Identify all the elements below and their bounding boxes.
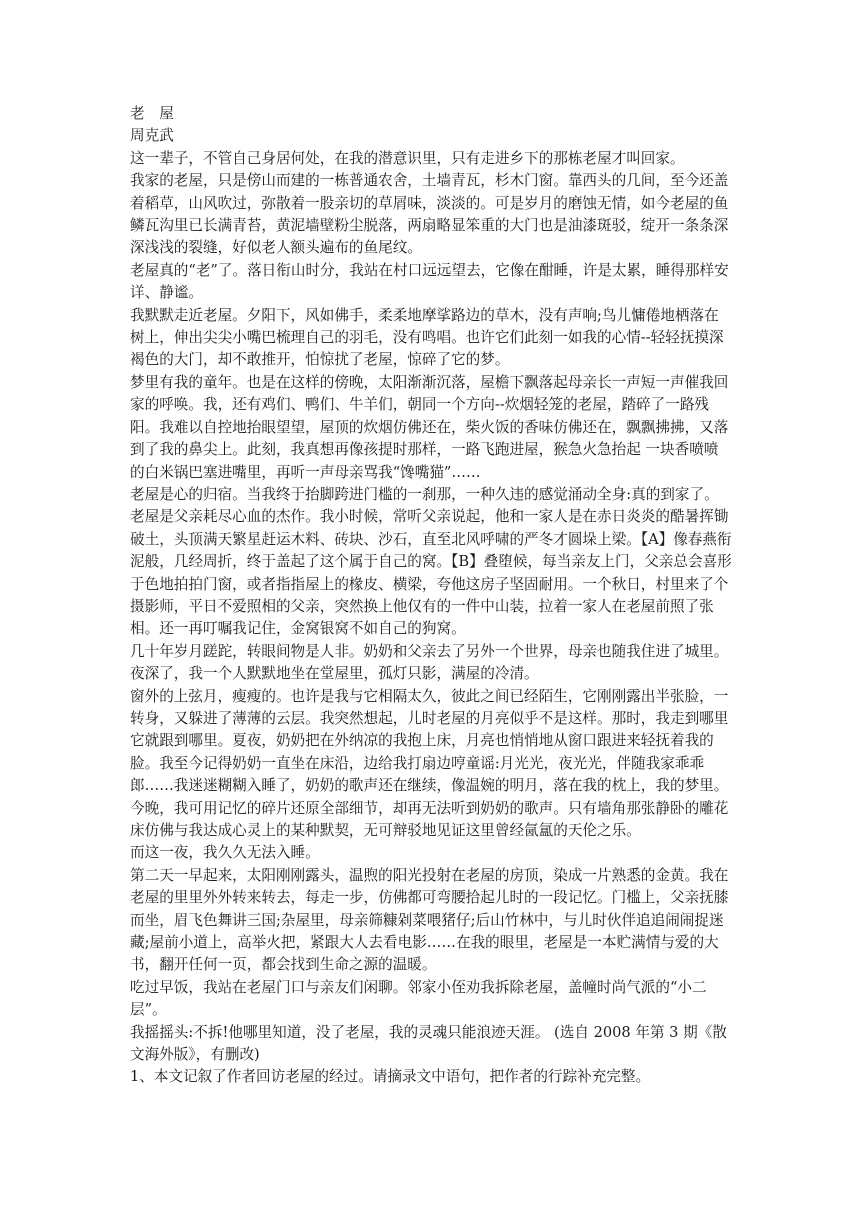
paragraph: 老屋是父亲耗尽心血的杰作。我小时候，常听父亲说起，他和一家人是在赤日炎炎的酷暑挥锄破土，头顶满天繁星赶运木料、砖块、沙石，直至北风呼啸的严冬才圆垛上梁。【A】像春燕衔泥般，几经周折，终于盖起了这个属于自己的窝。【B】叠堕候，每当亲友上门，父亲总会喜形于色地拍拍门窗，或者指指屋上的椽皮、横梁，夸他这房子坚固耐用。一个秋日，村里来了个摄影师，平日不爱照相的父亲，突然换上他仅有的一件中山装，拉着一家人在老屋前照了张相。还一再叮嘱我记住，金窝银窝不如自己的狗窝。: [130, 508, 732, 638]
document-author: 周克武: [130, 127, 174, 145]
paragraph: 几十年岁月蹉跎，转眼间物是人非。奶奶和父亲去了另外一个世界，母亲也随我住进了城里。夜深了，我一个人默默地坐在堂屋里，孤灯只影，满屋的冷清。: [130, 642, 729, 683]
paragraph: 第二天一早起来，太阳刚刚露头，温煦的阳光投射在老屋的房顶，染成一片熟悉的金黄。我在老屋的里里外外转来转去，每走一步，仿佛都可弯腰拾起儿时的一段记忆。门槛上，父亲抚膝而坐，眉飞色舞讲三国;杂屋里，母亲筛糠剁菜喂猪仔;后山竹林中，与儿时伙伴追追闹闹捉迷藏;屋前小道上，高举火把，紧跟大人去看电影……在我的眼里，老屋是一本贮满情与爱的大书，翻开任何一页，都会找到生命之源的温暖。: [130, 866, 729, 974]
paragraph: 窗外的上弦月，瘦瘦的。也许是我与它相隔太久，彼此之间已经陌生，它刚刚露出半张脸，一转身，又躲进了薄薄的云层。我突然想起，儿时老屋的月亮似乎不是这样。那时，我走到哪里它就跟到哪里。夏夜，奶奶把在外纳凉的我抱上床，月亮也悄悄地从窗口跟进来轻抚着我的脸。我至今记得奶奶一直坐在床沿，边给我打扇边哼童谣:月光光，夜光光，伴随我家乖乖郎……我迷迷糊糊入睡了，奶奶的歌声还在继续，像温婉的明月，落在我的枕上，我的梦里。今晚，我可用记忆的碎片还原全部细节，却再无法听到奶奶的歌声。只有墙角那张静卧的雕花床仿佛与我达成心灵上的某种默契，无可辩驳地见证这里曾经氤氲的天伦之乐。: [130, 687, 729, 839]
paragraph: 老屋真的“老”了。落日衔山时分，我站在村口远远望去，它像在酣睡，许是太累，睡得那样安详、静谧。: [130, 261, 729, 302]
paragraph: 梦里有我的童年。也是在这样的傍晚，太阳渐渐沉落，屋檐下飘落起母亲长一声短一声催我回家的呼唤。我，还有鸡们、鸭们、牛羊们，朝同一个方向--炊烟轻笼的老屋，踏碎了一路残阳。我难以自控地抬眼望望，屋顶的炊烟仿佛还在，柴火饭的香味仿佛还在，飘飘拂拂，又落到了我的鼻尖上。此刻，我真想再像孩提时那样，一路飞跑进屋，猴急火急抬起 一块香喷喷的白米锅巴塞进嘴里，再听一声母亲骂我“馋嘴猫”……: [130, 373, 729, 481]
paragraph: 老屋是心的归宿。当我终于抬脚跨进门槛的一刹那，一种久违的感觉涌动全身:真的到家了。: [130, 485, 719, 503]
paragraph: 这一辈子，不管自己身居何处，在我的潜意识里，只有走进乡下的那栋老屋才叫回家。: [130, 149, 685, 167]
paragraph: 我默默走近老屋。夕阳下，风如佛手，柔柔地摩挲路边的草木，没有声响;鸟儿慵倦地栖落在树上，伸出尖尖小嘴巴梳理自己的羽毛，没有鸣唱。也许它们此刻一如我的心情--轻轻抚摸深褐色的大门，却不敢推开，怕惊扰了老屋，惊碎了它的梦。: [130, 306, 724, 369]
document-page: [130, 103, 732, 1089]
paragraph: 我家的老屋，只是傍山而建的一栋普通农舍，土墙青瓦，杉木门窗。靠西头的几间，至今还盖着稻草，山风吹过，弥散着一股亲切的草屑味，淡淡的。可是岁月的磨蚀无情，如今老屋的鱼鳞瓦沟里已长满青苔，黄泥墙壁粉尘脱落，两扇略显笨重的大门也是油漆斑驳，绽开一条条深深浅浅的裂缝，好似老人额头遍布的鱼尾纹。: [130, 172, 729, 257]
paragraph: 而这一夜，我久久无法入睡。: [130, 844, 320, 862]
document-title: 老 屋: [130, 105, 174, 122]
question-1: 1、本文记叙了作者回访老屋的经过。请摘录文中语句，把作者的行踪补充完整。: [130, 1068, 651, 1086]
paragraph: 我摇摇头:不拆!他哪里知道，没了老屋，我的灵魂只能浪迹天涯。 (选自 2008 年第 3 期《散文海外版》，有删改): [130, 1023, 727, 1064]
paragraph: 吃过早饭，我站在老屋门口与亲友们闲聊。邻家小侄劝我拆除老屋，盖幢时尚气派的“小二层”。: [130, 978, 707, 1019]
